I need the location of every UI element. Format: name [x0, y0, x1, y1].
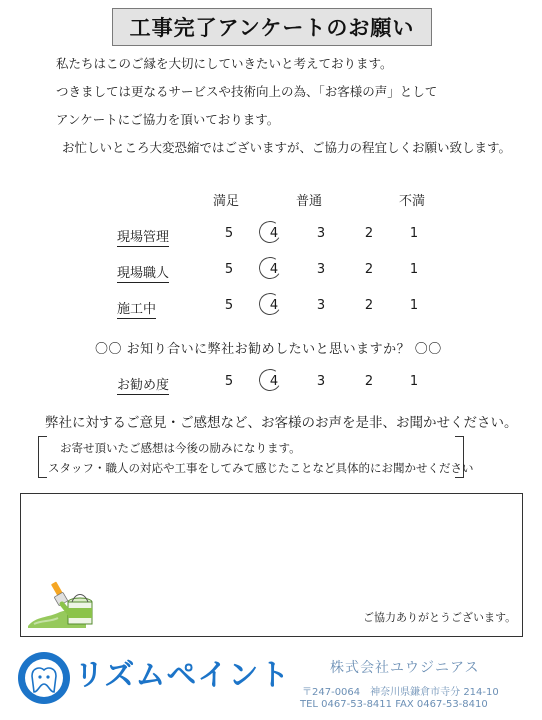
company-name: 株式会社ユウジニアス: [330, 660, 480, 676]
rating-score-4[interactable]: 4: [269, 374, 279, 389]
rating-score-5[interactable]: 5: [224, 374, 234, 389]
rating-label-recommend: お勧め度: [117, 374, 169, 395]
note-line-1: お寄せ頂いたご感想は今後の励みになります。: [60, 441, 301, 455]
rating-score-2[interactable]: 2: [364, 374, 374, 389]
company-logo: [14, 646, 74, 708]
intro-line-4: お忙しいところ大変恐縮ではございますが、ご協力の程宜しくお願い致します。: [62, 140, 512, 155]
rating-score-4[interactable]: 4: [269, 226, 279, 241]
thanks-message: ご協力ありがとうございます。: [363, 611, 517, 624]
rating-score-4[interactable]: 4: [269, 298, 279, 313]
intro-line-2: つきましては更なるサービスや技術向上の為、「お客様の声」として: [56, 84, 438, 99]
company-phone-fax: TEL 0467-53-8411 FAX 0467-53-8410: [300, 699, 488, 710]
paint-can-illustration: [26, 578, 106, 630]
rating-score-2[interactable]: 2: [364, 226, 374, 241]
rating-score-2[interactable]: 2: [364, 262, 374, 277]
company-address: 〒247-0064 神奈川県鎌倉市寺分 214-10: [302, 687, 499, 698]
comment-request: 弊社に対するご意見・ご感想など、お客様のお声を是非、お聞かせください。: [45, 415, 518, 431]
rating-score-3[interactable]: 3: [316, 262, 326, 277]
rating-score-1[interactable]: 1: [409, 226, 419, 241]
rating-score-4[interactable]: 4: [269, 262, 279, 277]
rating-score-5[interactable]: 5: [224, 262, 234, 277]
rating-score-1[interactable]: 1: [409, 374, 419, 389]
rating-label-site-management: 現場管理: [117, 226, 169, 247]
selected-circle-mark: [257, 367, 283, 393]
rating-score-5[interactable]: 5: [224, 298, 234, 313]
rating-score-3[interactable]: 3: [316, 298, 326, 313]
brand-name: リズムペイント: [74, 658, 291, 693]
note-bracket-left: [38, 436, 47, 478]
selected-circle-mark: [257, 291, 283, 317]
recommend-question: 〇〇 お知り合いに弊社お勧めしたいと思いますか？ 〇〇: [95, 342, 442, 357]
page-title: 工事完了アンケートのお願い: [129, 16, 415, 40]
intro-line-3: アンケートにご協力を頂いております。: [56, 112, 280, 127]
rating-score-2[interactable]: 2: [364, 298, 374, 313]
rating-score-3[interactable]: 3: [316, 374, 326, 389]
selected-circle-mark: [257, 255, 283, 281]
title-box: [112, 8, 432, 46]
rating-score-5[interactable]: 5: [224, 226, 234, 241]
rating-label-craftsmen: 現場職人: [117, 262, 169, 283]
rating-score-3[interactable]: 3: [316, 226, 326, 241]
scale-header-neutral: 普通: [296, 194, 323, 209]
rating-label-during-construction: 施工中: [117, 298, 156, 319]
scale-header-satisfied: 満足: [213, 194, 240, 209]
rating-score-1[interactable]: 1: [409, 262, 419, 277]
scale-header-dissatisfied: 不満: [399, 194, 426, 209]
selected-circle-mark: [257, 219, 283, 245]
intro-line-1: 私たちはこのご縁を大切にしていきたいと考えております。: [56, 56, 393, 71]
note-line-2: スタッフ・職人の対応や工事をしてみて感じたことなど具体的にお聞かせください: [48, 461, 474, 475]
rating-score-1[interactable]: 1: [409, 298, 419, 313]
